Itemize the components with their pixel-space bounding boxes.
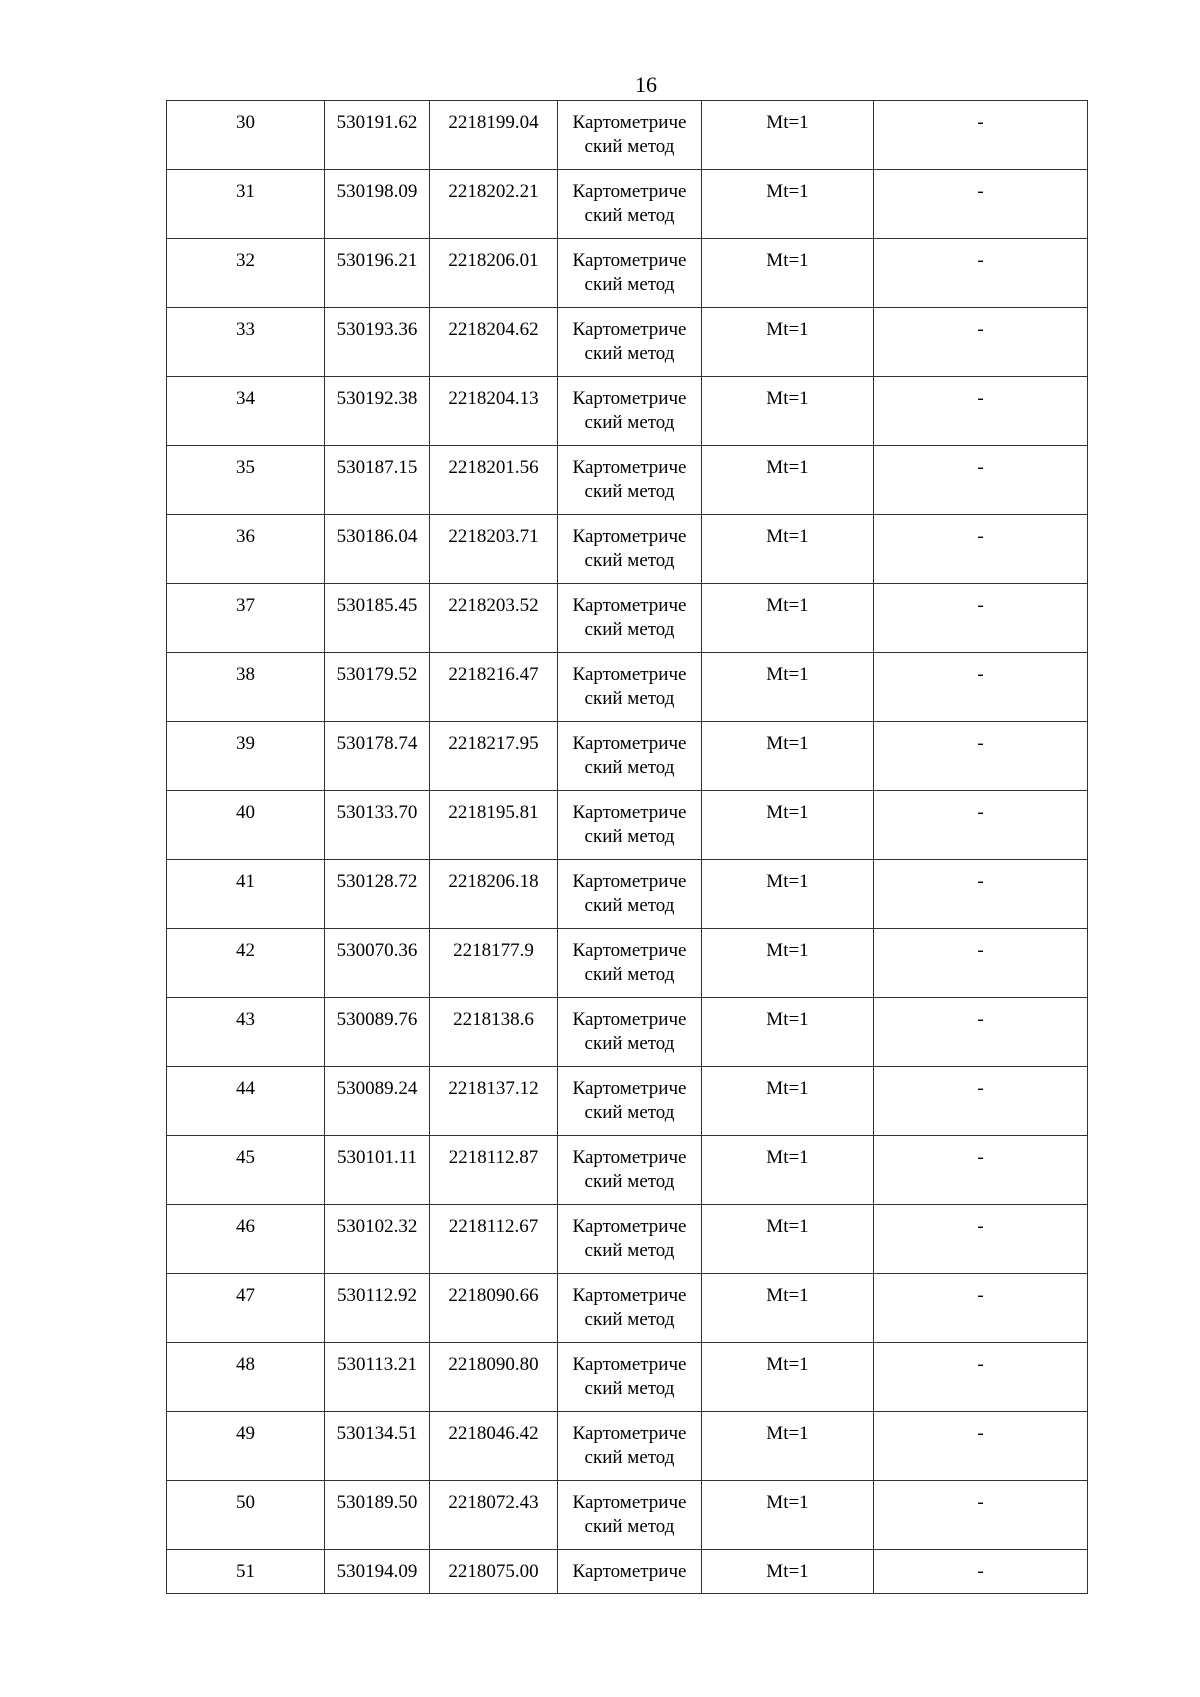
note-cell: - bbox=[874, 170, 1088, 239]
y-coordinate-cell: 2218204.13 bbox=[430, 377, 558, 446]
method-cell bbox=[558, 170, 702, 239]
accuracy-cell: Mt=1 bbox=[702, 1067, 874, 1136]
point-number-cell: 41 bbox=[167, 860, 325, 929]
method-cell bbox=[558, 1136, 702, 1205]
method-line-2: ский метод bbox=[584, 1033, 675, 1054]
accuracy-cell: Mt=1 bbox=[702, 515, 874, 584]
y-coordinate-cell: 2218177.9 bbox=[430, 929, 558, 998]
method-cell bbox=[558, 1481, 702, 1550]
method-cell bbox=[558, 515, 702, 584]
table-row bbox=[167, 791, 1088, 860]
y-coordinate-cell: 2218203.52 bbox=[430, 584, 558, 653]
point-number-cell: 48 bbox=[167, 1343, 325, 1412]
accuracy-cell: Mt=1 bbox=[702, 377, 874, 446]
point-number-cell: 31 bbox=[167, 170, 325, 239]
accuracy-cell: Mt=1 bbox=[702, 1274, 874, 1343]
note-cell: - bbox=[874, 929, 1088, 998]
accuracy-cell: Mt=1 bbox=[702, 1136, 874, 1205]
method-line-1: Картометриче bbox=[572, 319, 687, 340]
method-cell bbox=[558, 1067, 702, 1136]
method-line-2: ский метод bbox=[584, 205, 675, 226]
y-coordinate-cell: 2218217.95 bbox=[430, 722, 558, 791]
method-line-2: ский метод bbox=[584, 619, 675, 640]
method-line-1: Картометриче bbox=[572, 1561, 687, 1582]
table-row bbox=[167, 860, 1088, 929]
accuracy-cell: Mt=1 bbox=[702, 1343, 874, 1412]
note-cell: - bbox=[874, 101, 1088, 170]
note-cell: - bbox=[874, 446, 1088, 515]
method-line-2: ский метод bbox=[584, 826, 675, 847]
x-coordinate-cell: 530193.36 bbox=[325, 308, 430, 377]
method-line-1: Картометриче bbox=[572, 250, 687, 271]
y-coordinate-cell: 2218090.66 bbox=[430, 1274, 558, 1343]
note-cell: - bbox=[874, 653, 1088, 722]
table-row bbox=[167, 998, 1088, 1067]
y-coordinate-cell: 2218201.56 bbox=[430, 446, 558, 515]
note-cell: - bbox=[874, 1550, 1088, 1594]
method-cell bbox=[558, 308, 702, 377]
table-row bbox=[167, 653, 1088, 722]
y-coordinate-cell: 2218199.04 bbox=[430, 101, 558, 170]
point-number-cell: 30 bbox=[167, 101, 325, 170]
method-line-2: ский метод bbox=[584, 1516, 675, 1537]
method-line-1: Картометриче bbox=[572, 526, 687, 547]
y-coordinate-cell: 2218072.43 bbox=[430, 1481, 558, 1550]
x-coordinate-cell: 530198.09 bbox=[325, 170, 430, 239]
accuracy-cell: Mt=1 bbox=[702, 998, 874, 1067]
accuracy-cell: Mt=1 bbox=[702, 446, 874, 515]
x-coordinate-cell: 530194.09 bbox=[325, 1550, 430, 1594]
table-row bbox=[167, 1136, 1088, 1205]
y-coordinate-cell: 2218138.6 bbox=[430, 998, 558, 1067]
note-cell: - bbox=[874, 1136, 1088, 1205]
y-coordinate-cell: 2218046.42 bbox=[430, 1412, 558, 1481]
method-line-2: ский метод bbox=[584, 1171, 675, 1192]
point-number-cell: 49 bbox=[167, 1412, 325, 1481]
x-coordinate-cell: 530070.36 bbox=[325, 929, 430, 998]
point-number-cell: 46 bbox=[167, 1205, 325, 1274]
accuracy-cell: Mt=1 bbox=[702, 308, 874, 377]
method-line-1: Картометриче bbox=[572, 1492, 687, 1513]
method-line-1: Картометриче bbox=[572, 871, 687, 892]
x-coordinate-cell: 530189.50 bbox=[325, 1481, 430, 1550]
x-coordinate-cell: 530186.04 bbox=[325, 515, 430, 584]
method-line-1: Картометриче bbox=[572, 1078, 687, 1099]
note-cell: - bbox=[874, 791, 1088, 860]
table-row bbox=[167, 584, 1088, 653]
x-coordinate-cell: 530178.74 bbox=[325, 722, 430, 791]
note-cell: - bbox=[874, 584, 1088, 653]
method-line-1: Картометриче bbox=[572, 1354, 687, 1375]
point-number-cell: 50 bbox=[167, 1481, 325, 1550]
point-number-cell: 42 bbox=[167, 929, 325, 998]
x-coordinate-cell: 530191.62 bbox=[325, 101, 430, 170]
y-coordinate-cell: 2218090.80 bbox=[430, 1343, 558, 1412]
method-line-1: Картометриче bbox=[572, 595, 687, 616]
y-coordinate-cell: 2218137.12 bbox=[430, 1067, 558, 1136]
point-number-cell: 39 bbox=[167, 722, 325, 791]
y-coordinate-cell: 2218112.87 bbox=[430, 1136, 558, 1205]
method-cell bbox=[558, 722, 702, 791]
table-row bbox=[167, 446, 1088, 515]
accuracy-cell: Mt=1 bbox=[702, 239, 874, 308]
method-cell bbox=[558, 653, 702, 722]
x-coordinate-cell: 530134.51 bbox=[325, 1412, 430, 1481]
method-cell bbox=[558, 1412, 702, 1481]
note-cell: - bbox=[874, 860, 1088, 929]
method-line-2: ский метод bbox=[584, 1309, 675, 1330]
table-row bbox=[167, 929, 1088, 998]
y-coordinate-cell: 2218203.71 bbox=[430, 515, 558, 584]
method-line-1: Картометриче bbox=[572, 181, 687, 202]
point-number-cell: 34 bbox=[167, 377, 325, 446]
method-cell bbox=[558, 929, 702, 998]
point-number-cell: 35 bbox=[167, 446, 325, 515]
accuracy-cell: Mt=1 bbox=[702, 1205, 874, 1274]
note-cell: - bbox=[874, 239, 1088, 308]
method-line-1: Картометриче bbox=[572, 388, 687, 409]
point-number-cell: 47 bbox=[167, 1274, 325, 1343]
method-cell bbox=[558, 1205, 702, 1274]
method-cell bbox=[558, 791, 702, 860]
point-number-cell: 45 bbox=[167, 1136, 325, 1205]
method-line-1: Картометриче bbox=[572, 664, 687, 685]
x-coordinate-cell: 530089.24 bbox=[325, 1067, 430, 1136]
note-cell: - bbox=[874, 377, 1088, 446]
method-line-1: Картометриче bbox=[572, 1216, 687, 1237]
point-number-cell: 44 bbox=[167, 1067, 325, 1136]
method-line-1: Картометриче bbox=[572, 457, 687, 478]
method-cell bbox=[558, 860, 702, 929]
accuracy-cell: Mt=1 bbox=[702, 1550, 874, 1594]
table-row bbox=[167, 377, 1088, 446]
table-row bbox=[167, 1412, 1088, 1481]
note-cell: - bbox=[874, 1274, 1088, 1343]
method-cell bbox=[558, 239, 702, 308]
accuracy-cell: Mt=1 bbox=[702, 170, 874, 239]
x-coordinate-cell: 530101.11 bbox=[325, 1136, 430, 1205]
x-coordinate-cell: 530128.72 bbox=[325, 860, 430, 929]
x-coordinate-cell: 530133.70 bbox=[325, 791, 430, 860]
point-number-cell: 32 bbox=[167, 239, 325, 308]
method-line-2: ский метод bbox=[584, 412, 675, 433]
x-coordinate-cell: 530187.15 bbox=[325, 446, 430, 515]
note-cell: - bbox=[874, 1205, 1088, 1274]
note-cell: - bbox=[874, 1343, 1088, 1412]
method-line-1: Картометриче bbox=[572, 733, 687, 754]
point-number-cell: 36 bbox=[167, 515, 325, 584]
accuracy-cell: Mt=1 bbox=[702, 653, 874, 722]
y-coordinate-cell: 2218206.01 bbox=[430, 239, 558, 308]
method-cell bbox=[558, 1343, 702, 1412]
point-number-cell: 38 bbox=[167, 653, 325, 722]
x-coordinate-cell: 530185.45 bbox=[325, 584, 430, 653]
note-cell: - bbox=[874, 1067, 1088, 1136]
note-cell: - bbox=[874, 1481, 1088, 1550]
method-line-1: Картометриче bbox=[572, 1147, 687, 1168]
table-row bbox=[167, 1343, 1088, 1412]
accuracy-cell: Mt=1 bbox=[702, 101, 874, 170]
y-coordinate-cell: 2218112.67 bbox=[430, 1205, 558, 1274]
method-line-2: ский метод bbox=[584, 895, 675, 916]
x-coordinate-cell: 530196.21 bbox=[325, 239, 430, 308]
y-coordinate-cell: 2218204.62 bbox=[430, 308, 558, 377]
accuracy-cell: Mt=1 bbox=[702, 584, 874, 653]
table-row bbox=[167, 1550, 1088, 1594]
table-row bbox=[167, 239, 1088, 308]
method-line-1: Картометриче bbox=[572, 940, 687, 961]
method-line-2: ский метод bbox=[584, 1447, 675, 1468]
accuracy-cell: Mt=1 bbox=[702, 860, 874, 929]
table-row bbox=[167, 170, 1088, 239]
x-coordinate-cell: 530089.76 bbox=[325, 998, 430, 1067]
coordinates-table-body bbox=[167, 101, 1088, 1594]
method-cell bbox=[558, 998, 702, 1067]
x-coordinate-cell: 530112.92 bbox=[325, 1274, 430, 1343]
y-coordinate-cell: 2218206.18 bbox=[430, 860, 558, 929]
page-number: 16 bbox=[635, 72, 657, 97]
y-coordinate-cell: 2218075.00 bbox=[430, 1550, 558, 1594]
method-line-2: ский метод bbox=[584, 481, 675, 502]
y-coordinate-cell: 2218202.21 bbox=[430, 170, 558, 239]
table-row bbox=[167, 1481, 1088, 1550]
method-line-1: Картометриче bbox=[572, 1009, 687, 1030]
method-cell bbox=[558, 377, 702, 446]
point-number-cell: 40 bbox=[167, 791, 325, 860]
method-line-2: ский метод bbox=[584, 1240, 675, 1261]
method-cell bbox=[558, 1550, 702, 1594]
note-cell: - bbox=[874, 998, 1088, 1067]
y-coordinate-cell: 2218195.81 bbox=[430, 791, 558, 860]
x-coordinate-cell: 530113.21 bbox=[325, 1343, 430, 1412]
coordinates-table bbox=[166, 100, 1088, 1594]
method-line-2: ский метод bbox=[584, 688, 675, 709]
accuracy-cell: Mt=1 bbox=[702, 1481, 874, 1550]
table-row bbox=[167, 722, 1088, 791]
y-coordinate-cell: 2218216.47 bbox=[430, 653, 558, 722]
method-line-2: ский метод bbox=[584, 1378, 675, 1399]
method-cell bbox=[558, 1274, 702, 1343]
method-line-2: ский метод bbox=[584, 274, 675, 295]
method-cell bbox=[558, 446, 702, 515]
method-line-2: ский метод bbox=[584, 964, 675, 985]
table-row bbox=[167, 1205, 1088, 1274]
point-number-cell: 37 bbox=[167, 584, 325, 653]
table-row bbox=[167, 1274, 1088, 1343]
method-line-2: ский метод bbox=[584, 757, 675, 778]
point-number-cell: 51 bbox=[167, 1550, 325, 1594]
x-coordinate-cell: 530192.38 bbox=[325, 377, 430, 446]
method-cell bbox=[558, 584, 702, 653]
method-cell bbox=[558, 101, 702, 170]
method-line-2: ский метод bbox=[584, 1102, 675, 1123]
accuracy-cell: Mt=1 bbox=[702, 722, 874, 791]
table-row bbox=[167, 1067, 1088, 1136]
x-coordinate-cell: 530102.32 bbox=[325, 1205, 430, 1274]
table-row bbox=[167, 515, 1088, 584]
method-line-1: Картометриче bbox=[572, 802, 687, 823]
table-row bbox=[167, 308, 1088, 377]
point-number-cell: 43 bbox=[167, 998, 325, 1067]
table-row bbox=[167, 101, 1088, 170]
method-line-2: ский метод bbox=[584, 136, 675, 157]
x-coordinate-cell: 530179.52 bbox=[325, 653, 430, 722]
accuracy-cell: Mt=1 bbox=[702, 1412, 874, 1481]
accuracy-cell: Mt=1 bbox=[702, 929, 874, 998]
method-line-1: Картометриче bbox=[572, 1285, 687, 1306]
accuracy-cell: Mt=1 bbox=[702, 791, 874, 860]
note-cell: - bbox=[874, 1412, 1088, 1481]
method-line-1: Картометриче bbox=[572, 112, 687, 133]
note-cell: - bbox=[874, 308, 1088, 377]
note-cell: - bbox=[874, 722, 1088, 791]
method-line-1: Картометриче bbox=[572, 1423, 687, 1444]
method-line-2: ский метод bbox=[584, 343, 675, 364]
note-cell: - bbox=[874, 515, 1088, 584]
point-number-cell: 33 bbox=[167, 308, 325, 377]
method-line-2: ский метод bbox=[584, 550, 675, 571]
